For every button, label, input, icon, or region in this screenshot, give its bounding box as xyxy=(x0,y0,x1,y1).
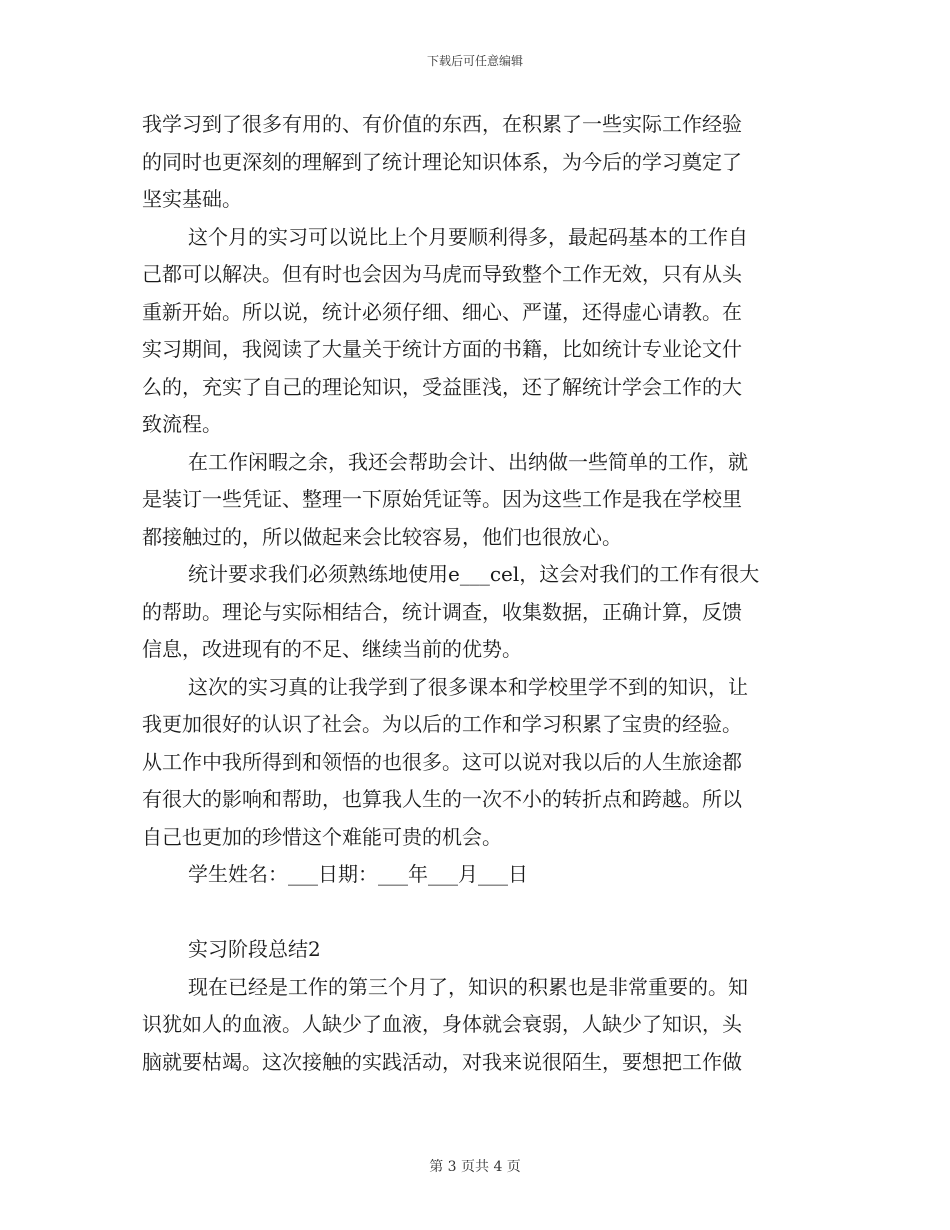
section-heading: 实习阶段总结2 xyxy=(188,937,321,961)
paragraph-line: 么的，充实了自己的理论知识，受益匪浅，还了解统计学会工作的大 xyxy=(142,374,742,399)
paragraph-line: 致流程。 xyxy=(142,412,222,436)
signature-line: 学生姓名：___日期：___年___月___日 xyxy=(188,862,528,886)
paragraph-line: 从工作中我所得到和领悟的也很多。这可以说对我以后的人生旅途都 xyxy=(142,749,742,774)
paragraph-line: 识犹如人的血液。人缺少了血液，身体就会衰弱，人缺少了知识，头 xyxy=(142,1012,742,1036)
paragraph-line: 这次的实习真的让我学到了很多课本和学校里学不到的知识，让 xyxy=(188,674,748,699)
paragraph-line: 在工作闲暇之余，我还会帮助会计、出纳做一些简单的工作，就 xyxy=(188,449,748,474)
page-footer: 第 3 页共 4 页 xyxy=(429,1159,521,1175)
paragraph-line: 统计要求我们必须熟练地使用e___cel，这会对我们的工作有很大 xyxy=(188,562,760,586)
paragraph-line: 信息，改进现有的不足、继续当前的优势。 xyxy=(142,637,522,661)
page-header: 下载后可任意编辑 xyxy=(426,54,523,68)
paragraph-line: 脑就要枯竭。这次接触的实践活动，对我来说很陌生，要想把工作做 xyxy=(142,1049,742,1074)
paragraph-line: 有很大的影响和帮助，也算我人生的一次不小的转折点和跨越。所以 xyxy=(142,787,742,811)
document-body xyxy=(142,106,802,1081)
paragraph-line: 的帮助。理论与实际相结合，统计调查，收集数据，正确计算，反馈 xyxy=(142,599,742,624)
paragraph-line: 自己也更加的珍惜这个难能可贵的机会。 xyxy=(142,824,502,849)
paragraph-line: 是装订一些凭证、整理一下原始凭证等。因为这些工作是我在学校里 xyxy=(142,487,742,511)
paragraph-line: 己都可以解决。但有时也会因为马虎而导致整个工作无效，只有从头 xyxy=(142,262,742,286)
paragraph-line: 这个月的实习可以说比上个月要顺利得多，最起码基本的工作自 xyxy=(188,224,748,249)
paragraph-line: 我学习到了很多有用的、有价值的东西，在积累了一些实际工作经验 xyxy=(142,112,742,136)
paragraph-line: 我更加很好的认识了社会。为以后的工作和学习积累了宝贵的经验。 xyxy=(142,712,742,736)
paragraph-line: 都接触过的，所以做起来会比较容易，他们也很放心。 xyxy=(142,524,622,549)
paragraph-line: 现在已经是工作的第三个月了，知识的积累也是非常重要的。知 xyxy=(188,974,748,999)
paragraph-line: 的同时也更深刻的理解到了统计理论知识体系，为今后的学习奠定了 xyxy=(142,149,742,174)
paragraph-line: 坚实基础。 xyxy=(142,187,242,211)
paragraph-line: 实习期间，我阅读了大量关于统计方面的书籍，比如统计专业论文什 xyxy=(142,337,742,361)
blank-line xyxy=(142,894,802,932)
paragraph-line: 重新开始。所以说，统计必须仔细、细心、严谨，还得虚心请教。在 xyxy=(142,299,742,324)
